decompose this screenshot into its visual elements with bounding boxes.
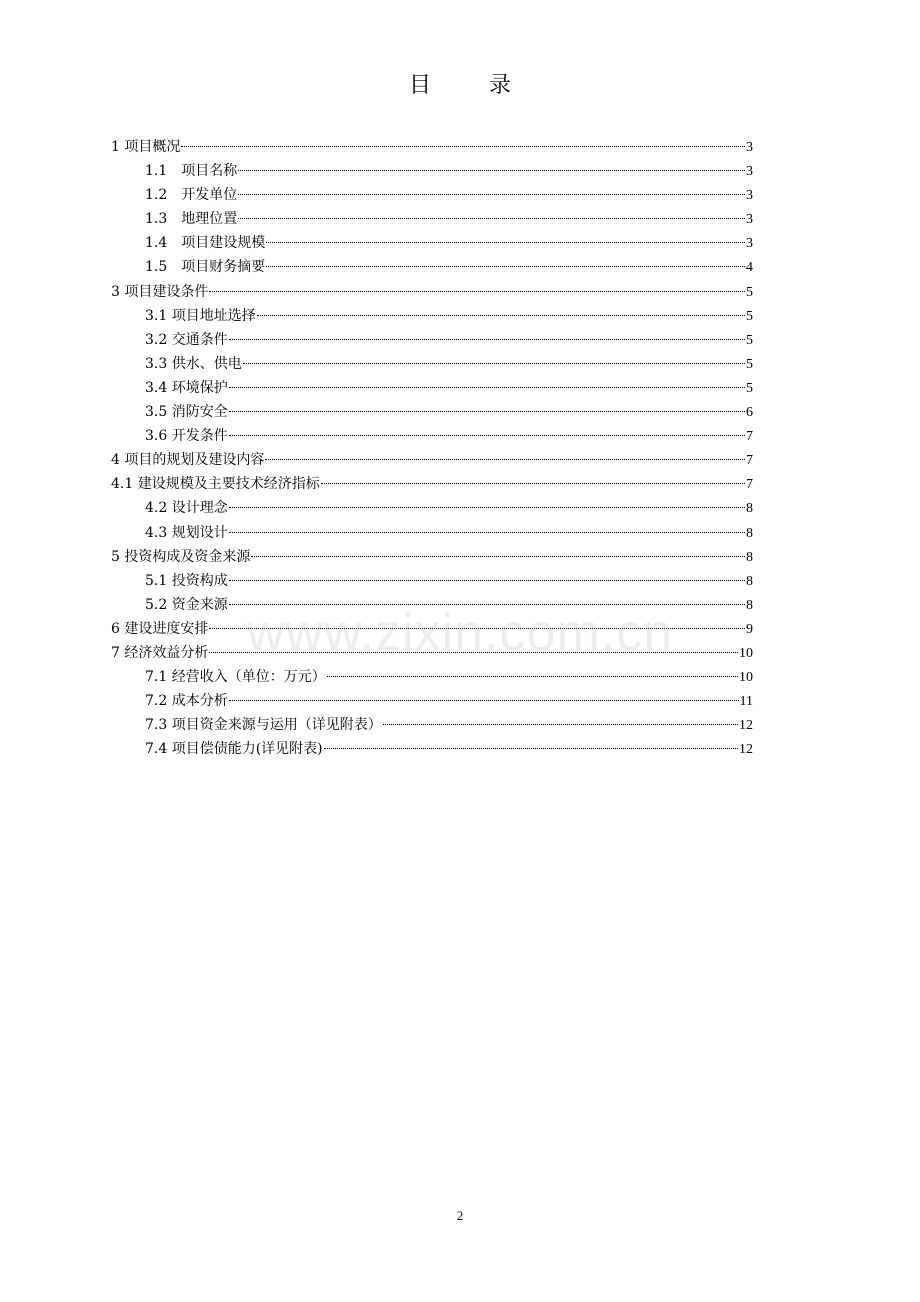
toc-title-char-1: 目 — [408, 73, 431, 98]
dot-leader — [229, 339, 745, 340]
toc-page-number: 8 — [746, 549, 753, 565]
toc-page-number: 3 — [746, 188, 753, 204]
toc-page-number: 5 — [746, 284, 753, 300]
toc-title-char-2: 录 — [489, 73, 512, 98]
toc-entry[interactable]: 4.1 建设规模及主要技术经济指标 7 — [111, 472, 753, 496]
toc-page-number: 8 — [746, 501, 753, 517]
toc-entry[interactable]: 1.3 地理位置 3 — [111, 207, 753, 231]
toc-entry[interactable]: 7.2 成本分析 11 — [111, 689, 753, 713]
toc-page-number: 3 — [746, 212, 753, 228]
toc-entry[interactable]: 7.3 项目资金来源与运用（详见附表） 12 — [111, 713, 753, 737]
dot-leader — [243, 363, 745, 364]
toc-entry[interactable]: 3.6 开发条件 7 — [111, 424, 753, 448]
toc-page-number: 4 — [746, 260, 753, 276]
dot-leader — [327, 676, 738, 677]
toc-entry[interactable]: 1 项目概况 3 — [111, 135, 753, 159]
dot-leader — [238, 194, 745, 195]
toc-entry[interactable]: 3.2 交通条件 5 — [111, 328, 753, 352]
toc-page-number: 10 — [739, 670, 753, 686]
toc-entry[interactable]: 3.5 消防安全 6 — [111, 400, 753, 424]
toc-entry[interactable]: 4.2 设计理念 8 — [111, 496, 753, 520]
toc-page-number: 3 — [746, 164, 753, 180]
dot-leader — [265, 459, 745, 460]
dot-leader — [251, 556, 745, 557]
toc-page-number: 12 — [739, 742, 753, 758]
dot-leader — [321, 483, 745, 484]
dot-leader — [257, 315, 745, 316]
table-of-contents — [111, 135, 753, 761]
watermark: www.zixin.com.cn — [246, 604, 674, 662]
toc-entry[interactable]: 3.3 供水、供电 5 — [111, 352, 753, 376]
toc-page-number: 5 — [746, 308, 753, 324]
dot-leader — [229, 411, 745, 412]
toc-page-number: 8 — [746, 573, 753, 589]
dot-leader — [229, 507, 745, 508]
dot-leader — [229, 700, 739, 701]
toc-page-number: 7 — [746, 453, 753, 469]
toc-entry[interactable]: 5.2 资金来源 8 — [111, 593, 753, 617]
toc-page-number: 12 — [739, 718, 753, 734]
toc-entry[interactable]: 1.1 项目名称 3 — [111, 159, 753, 183]
dot-leader — [229, 387, 745, 388]
toc-page-number: 9 — [746, 621, 753, 637]
dot-leader — [229, 532, 745, 533]
toc-page-number: 6 — [746, 405, 753, 421]
toc-page-number: 5 — [746, 356, 753, 372]
dot-leader — [181, 146, 745, 147]
dot-leader — [324, 748, 738, 749]
toc-title — [0, 68, 920, 99]
toc-page-number: 5 — [746, 380, 753, 396]
toc-page-number: 11 — [739, 694, 753, 710]
dot-leader — [209, 291, 745, 292]
toc-page-number: 3 — [746, 140, 753, 155]
dot-leader — [229, 435, 745, 436]
toc-page-number: 8 — [746, 525, 753, 541]
page-number: 2 — [456, 1208, 464, 1223]
toc-entry[interactable]: 7 经济效益分析 10 — [111, 641, 753, 665]
toc-entry[interactable]: 1.5 项目财务摘要 4 — [111, 255, 753, 279]
toc-entry[interactable]: 3 项目建设条件 5 — [111, 280, 753, 304]
toc-page-number: 3 — [746, 236, 753, 252]
toc-entry[interactable]: 3.1 项目地址选择 5 — [111, 304, 753, 328]
toc-entry[interactable]: 5.1 投资构成 8 — [111, 569, 753, 593]
toc-entry[interactable]: 1.2 开发单位 3 — [111, 183, 753, 207]
toc-entry[interactable]: 6 建设进度安排 9 — [111, 617, 753, 641]
dot-leader — [266, 266, 745, 267]
toc-entry[interactable]: 1.4 项目建设规模 3 — [111, 231, 753, 255]
dot-leader — [266, 242, 745, 243]
dot-leader — [383, 724, 738, 725]
toc-entry[interactable]: 7.4 项目偿债能力(详见附表) 12 — [111, 737, 753, 761]
toc-entry[interactable]: 4 项目的规划及建设内容 7 — [111, 448, 753, 472]
toc-entry[interactable]: 4.3 规划设计 8 — [111, 521, 753, 545]
toc-page-number: 5 — [746, 332, 753, 348]
toc-page-number: 10 — [739, 645, 753, 661]
toc-entry[interactable]: 7.1 经营收入（单位：万元） 10 — [111, 665, 753, 689]
dot-leader — [238, 218, 745, 219]
toc-page-number: 8 — [746, 597, 753, 613]
dot-leader — [229, 580, 745, 581]
toc-page-number: 7 — [746, 429, 753, 445]
dot-leader — [238, 170, 745, 171]
toc-entry[interactable]: 5 投资构成及资金来源 8 — [111, 545, 753, 569]
toc-entry[interactable]: 3.4 环境保护 5 — [111, 376, 753, 400]
toc-page-number: 7 — [746, 477, 753, 493]
